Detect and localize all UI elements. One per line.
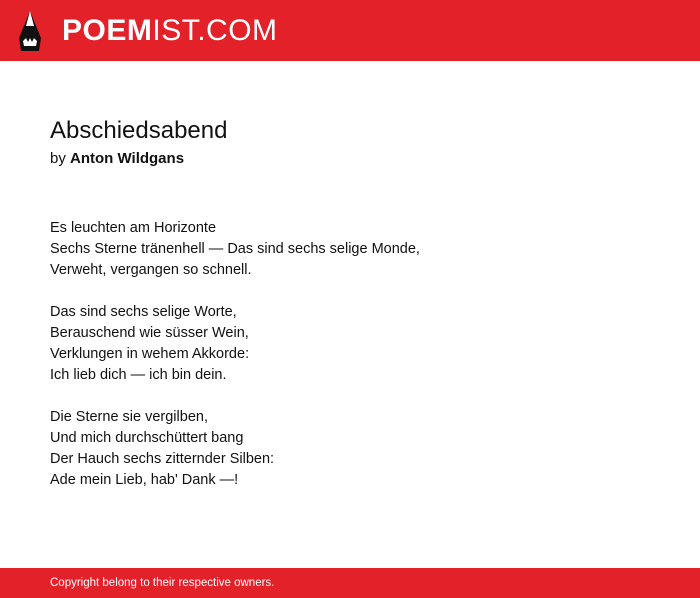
poem-line: Sechs Sterne tränenhell — Das sind sechs selige Monde, [50,241,420,257]
logo-text-bold: POEM [62,13,153,47]
poem-line: Verklungen in wehem Akkorde: [50,346,250,362]
poem-body [50,218,650,491]
poem-stanza [50,302,650,386]
poem-byline [50,148,650,170]
poem-line: Ade mein Lieb, hab' Dank —! [50,472,239,488]
author-link[interactable]: Anton Wildgans [70,150,185,167]
site-logo-text [62,13,278,47]
poem-line: Verweht, vergangen so schnell. [50,262,252,278]
poem-line: Und mich durchschüttert bang [50,430,244,446]
site-header [0,0,700,61]
poem-line: Der Hauch sechs zitternder Silben: [50,451,275,467]
poem-line: Berauschend wie süsser Wein, [50,325,249,341]
poem-line: Ich lieb dich — ich bin dein. [50,367,227,383]
logo-text-light: IST.COM [152,13,278,47]
poem-title: Abschiedsabend [50,117,228,144]
poem-stanza [50,218,650,281]
copyright-text: Copyright belong to their respective owners. [50,577,275,589]
poem-content [50,116,650,512]
pen-nib-icon [18,10,42,52]
poem-stanza [50,407,650,491]
byline-prefix: by [50,150,66,167]
site-footer [0,568,700,598]
poem-line: Das sind sechs selige Worte, [50,304,237,320]
poem-line: Es leuchten am Horizonte [50,220,217,236]
site-logo-link[interactable] [18,10,278,52]
poem-line: Die Sterne sie vergilben, [50,409,208,425]
